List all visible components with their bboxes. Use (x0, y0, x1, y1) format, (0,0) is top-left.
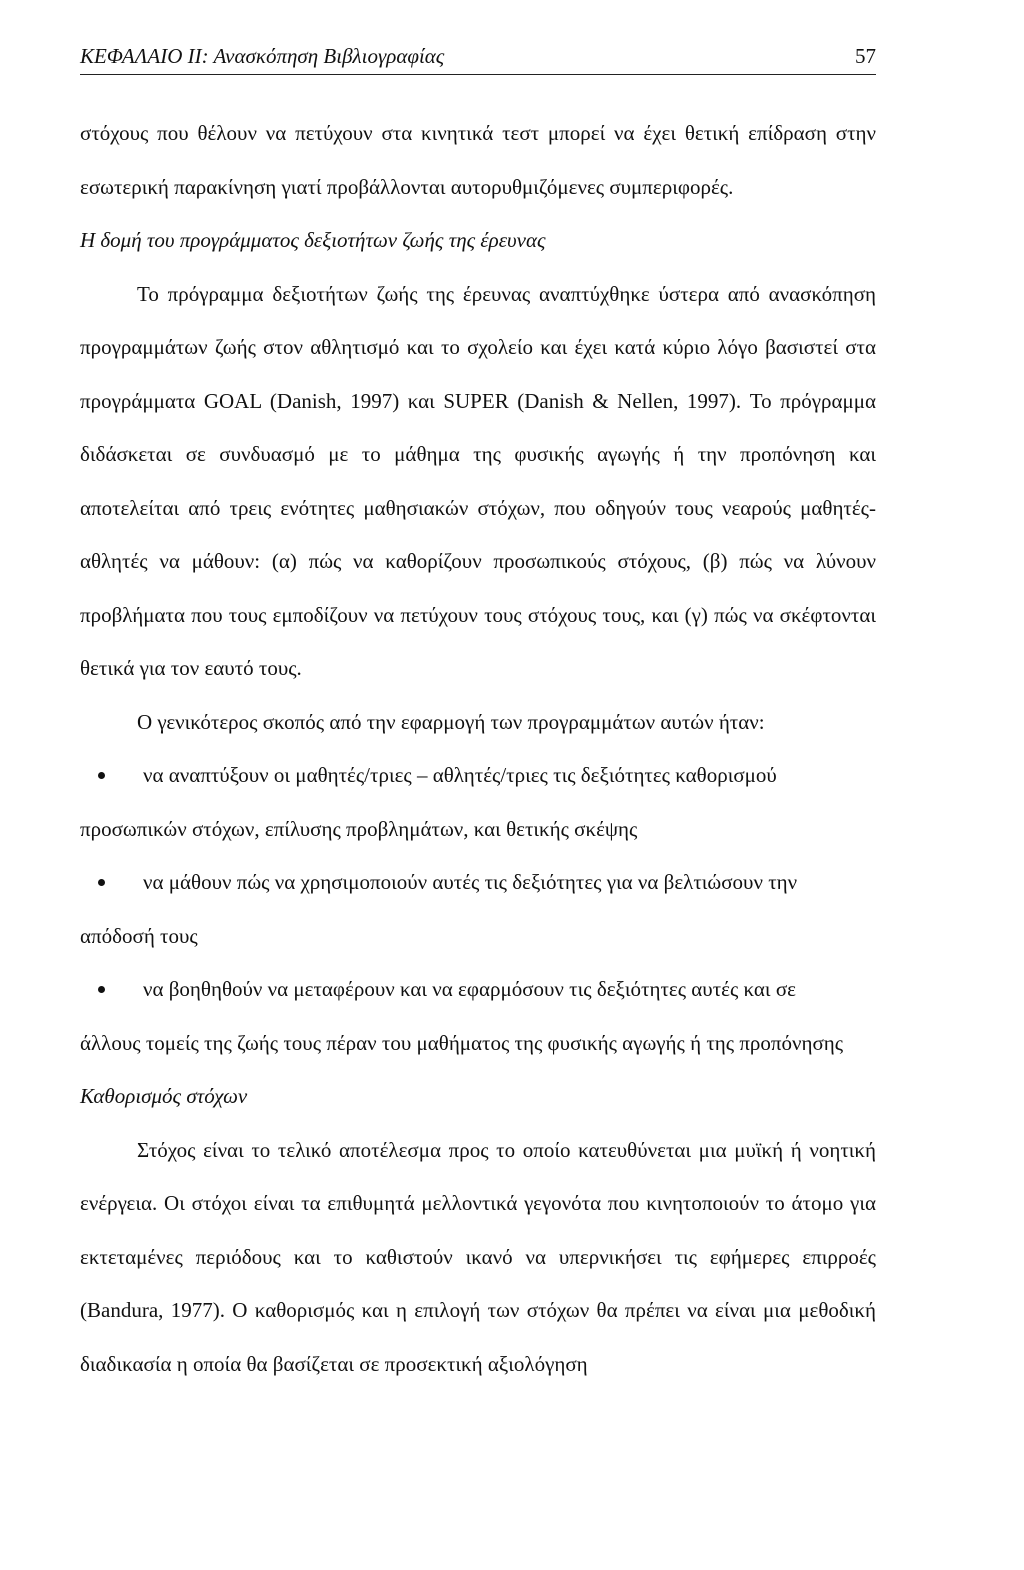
page-number: 57 (855, 44, 876, 68)
bullet-item (80, 749, 876, 803)
bullet-text: να μάθουν πώς να χρησιμοποιούν αυτές τις δεξιότητες για να βελτιώσουν την (143, 870, 798, 894)
bullet-dot-icon (98, 986, 105, 993)
bullet-continuation: απόδοσή τους (80, 923, 198, 948)
bullet-text: να αναπτύξουν οι μαθητές/τριες – αθλητές/τριες τις δεξιότητες καθορισμού (143, 763, 777, 787)
page-header (80, 44, 876, 75)
paragraph-program-description: Το πρόγραμμα δεξιοτήτων ζωής της έρευνας αναπτύχθηκε ύστερα από ανασκόπηση προγραμμάτων ζωής στον αθλητισμό και το σχολείο και έχει κατά κύριο λόγο βασιστεί στα προγράμματα GOAL (Danish, 1997) και SUPER (Danish & Nellen, 1997). Το πρόγραμμα διδάσκεται σε συνδυασμό με το μάθημα της φυσικής αγωγής ή την προπόνηση και αποτελείται από τρεις ενότητες μαθησιακών στόχων, που οδηγούν τους νεαρούς μαθητές-αθλητές να μάθουν: (α) πώς να καθορίζουν προσωπικούς στόχους, (β) πώς να λύνουν προβλήματα που τους εμποδίζουν να πετύχουν τους στόχους τους, και (γ) πώς να σκέφτονται θετικά για τον εαυτό τους. (80, 281, 876, 680)
chapter-title: ΚΕΦΑΛΑΙΟ ΙΙ: Ανασκόπηση Βιβλιογραφίας (80, 44, 445, 68)
paragraph-general-aim: Ο γενικότερος σκοπός από την εφαρμογή των προγραμμάτων αυτών ήταν: (137, 709, 765, 734)
paragraph-continuation: στόχους που θέλουν να πετύχουν στα κινητικά τεστ μπορεί να έχει θετική επίδραση στην εσωτερική παρακίνηση γιατί προβάλλονται αυτορυθμιζόμενες συμπεριφορές. (80, 121, 876, 199)
bullet-dot-icon (98, 879, 105, 886)
section-heading-goal-setting: Καθορισμός στόχων (80, 1084, 248, 1108)
bullet-continuation: προσωπικών στόχων, επίλυσης προβλημάτων, και θετικής σκέψης (80, 816, 638, 841)
bullet-item (80, 963, 876, 1017)
paragraph-goal-definition: Στόχος είναι το τελικό αποτέλεσμα προς το οποίο κατευθύνεται μια μυϊκή ή νοητική ενέργεια. Οι στόχοι είναι τα επιθυμητά μελλοντικά γεγονότα που κινητοποιούν το άτομο για εκτεταμένες περιόδους και το καθιστούν ικανό να υπερνικήσει τις εφήμερες επιρροές (Bandura, 1977). Ο καθορισμός και η επιλογή των στόχων θα πρέπει να είναι μια μεθοδική διαδικασία η οποία θα βασίζεται σε προσεκτική αξιολόγηση (80, 1137, 876, 1376)
bullet-text: να βοηθηθούν να μεταφέρουν και να εφαρμόσουν τις δεξιότητες αυτές και σε (143, 977, 796, 1001)
bullet-item (80, 856, 876, 910)
bullet-dot-icon (98, 772, 105, 779)
page-body (80, 107, 876, 1391)
section-heading-program-structure: Η δομή του προγράμματος δεξιοτήτων ζωής της έρευνας (80, 228, 546, 252)
bullet-continuation: άλλους τομείς της ζωής τους πέραν του μαθήματος της φυσικής αγωγής ή της προπόνησης (80, 1030, 844, 1055)
